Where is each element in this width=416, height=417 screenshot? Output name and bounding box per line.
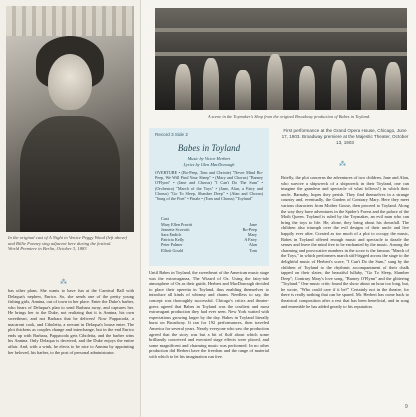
overture-text: OVERTURE • (Bo-Peep, Tom and Christie) "Never Mind Bo-Peep, We Will Find Your Sheep" • (Mary and Chorus) "Barney O'Flynn" • (Jane and Chorus) "I Can't Do The Sum" • (Orchestra) "March of the Toys" • (Jane, Alan, a Fairy and Chorus) "Go To Sleep, Slumber Deep" • (Alan and Chorus) "Song of the Poet" • Finale • (Tom and Chorus) "Toyland": [155, 170, 263, 202]
page-title: Babes in Toyland: [177, 143, 241, 153]
cast-photo: [6, 6, 134, 232]
cast-row: Sara Endich Mary: [161, 232, 257, 238]
page-number: 9: [405, 404, 408, 410]
ornament-icon: ⁂: [339, 160, 346, 168]
toymaker-shop-photo: [155, 8, 407, 110]
cast-list: [161, 216, 257, 253]
cast-row: Peter Palmer Alan: [161, 242, 257, 248]
cast-row: Elliott Gould Tom: [161, 247, 257, 253]
middle-column-text: Until Babes in Toyland, the sweetheart of the American music stage was the extravaganza, The Wizard of Oz. Using the fairy-tale atmosphere of Oz as their guide, Herbert and MacDonough decided to place their operetta in Toyland, thus enabling themselves to introduce all kinds of whimsy and charm. Needless to say, the concept was thoroughly successful. Chicago's critics and theater-goers agreed that Babes in Toyland was the costliest and most extravagant production they had ever seen. New York waited with expectations growing larger by the day. Babes in Toyland literally burst on Broadway. It ran for 192 performances, then traveled America for several years. Nearly everyone who saw the production agreed that the story was but a bit of fluff about which some brilliantly conceived and executed stage effects were placed, and some magnificent and charming music was performed. In no other production did Herbert have the freedom and the range of material with which to let his imagination run free.: [149, 270, 269, 359]
title-panel: [149, 128, 269, 266]
body-text: Briefly, the plot concerns the adventures of two children, Jane and Alan, who survive a shipwreck of a shipwreck in their Toyland, one can imagine the grandeur and spectacle of what follows!) in which their uncle, Barnaby, hopes they perish. They find themselves in a strange country and, eventually, the Garden of Contrary Mary. Here they meet various characters from Mother Goose, then proceed to Toyland. Along the way they have adventures in the Spider's Forest and the palace of the Moth Queen. Toyland is ruled by the Toymaker, an evil man who can bring the toys to life. He, alone, they bring about his downfall. The children also triumph over the evil designs of their uncle and live happily ever after. Created as too much of a plot to occupy the music, Babes in Toyland offered enough music and spectacle to dazzle the senses and leave the mind free to be enchanted by the music. Among the charming and provocative numbers in the score is the famous "March of the Toys," in which performers march stiff-legged across the stage to the delightful music of Herbert's score, "I Can't Do the Sum," sung by the children of Toyland to the rhythmic accompaniment of their chalk tapped on their slates; the beautiful lullaby, "Go To Sleep, Slumber Deep"; Contrary Mary's love song, "Barney O'Flynn" and the glittering "Toyland." One music critic found the show about an hour too long, but, he wrote, "Who could care if it be?" Certainly not in the theatre, for there is really nothing that can be spared. Mr. Herbert has come back to theatrical composition after a rest that has been beneficial, and in song and ensemble he has added greatly to his reputation.: [281, 175, 409, 309]
cast-row: Patricia Kelly A Fairy: [161, 237, 257, 243]
left-page: [0, 0, 140, 417]
ornament-icon: ⁂: [60, 278, 67, 286]
premiere-line: World Premiere in Berlin, October 3, 1883: [8, 246, 87, 252]
body-text: has other plans. She wants to have fun at the Carnival Ball with Delaqua's nephew, Enrico. So, she sends one of the pretty young fishing girls, Annina, out of town in her place. Enter the Duke's barber, who hears of Delaqua's plan to send Barbara away, and captures her. He brings her to the Duke, not realizing that it is Annina, his own sweetheart, and not Barbara that he delivers! Now Pappacoda, a macaroni cook, and Ciboletta, a servant in Delaqua's house enter. The plot thickens as couples change and interchange, but in the end Enrico ends up with Barbara, Pappacoda gets Ciboletta, and the barber wins his Annina. Only Delaqua is deceived, and the Duke enjoys the entire affair. And, with a wink, he elects to be nice to Annina by appointing her beloved, his barber, to the post of personal administrator.: [8, 288, 134, 355]
performance-info: First performance at the Grand Opera House, Chicago, June 17, 1903. Broadway premiere at the Majestic Theater, October 13, 1903: [281, 128, 409, 145]
lyrics-credit: Lyrics by Glen MacDonough: [183, 162, 235, 167]
cast-row: Jeanette Scovotti Bo-Peep: [161, 227, 257, 233]
record-label: Record 3 Side 2: [155, 132, 188, 137]
photo-caption: In the original cast of A Night in Venice Peggy Wood (left above) and Billie Fonney sing adjacent here during the festival. World Premiere in Berlin, October 3, 1883: [8, 235, 132, 252]
photo-caption: A scene in the Toymaker's Shop from the original Broadway production of Babes in Toyland.: [207, 114, 371, 119]
right-page: [140, 0, 416, 417]
cast-heading: Cast: [161, 216, 169, 221]
cast-row: Mary Ellen Pravitt Jane: [161, 222, 257, 228]
music-credit: Music by Victor Herbert: [187, 156, 231, 161]
